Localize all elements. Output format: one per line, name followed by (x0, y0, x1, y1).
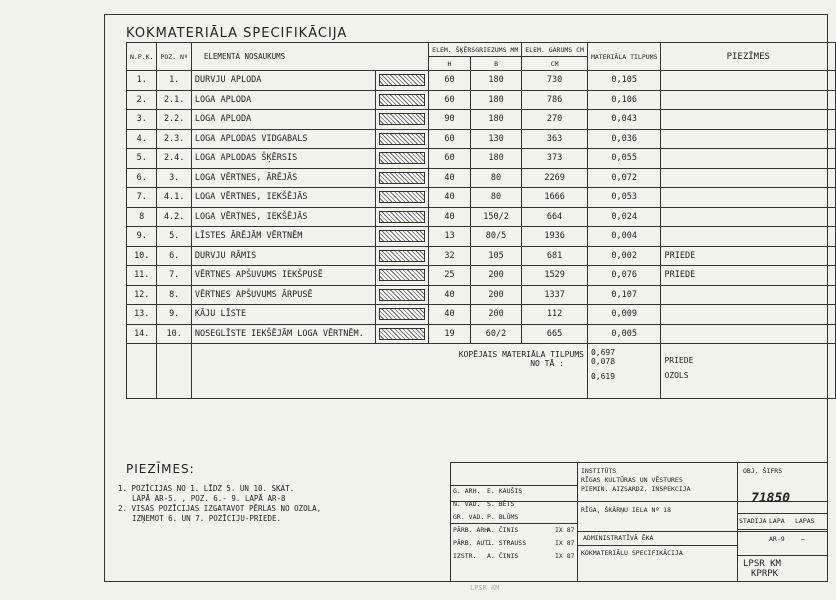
cross-section-sketch (379, 269, 425, 281)
cross-section-sketch (379, 250, 425, 262)
cell-note (661, 168, 836, 188)
table-row (127, 129, 836, 149)
cell-nr: 14. (127, 324, 157, 344)
cell-length: 1666 (522, 188, 588, 208)
table-row (127, 110, 836, 130)
cell-h: 40 (429, 305, 471, 325)
cell-poz: 2.2. (157, 110, 191, 130)
work-title: ADMINISTRATĪVĀ ĒKA (583, 534, 654, 542)
cell-h: 40 (429, 207, 471, 227)
role-name: P. BLŪMS (487, 513, 519, 521)
cell-h: 60 (429, 90, 471, 110)
cross-section-sketch (379, 113, 425, 125)
table-row (127, 246, 836, 266)
cell-section (376, 207, 429, 227)
cell-name: LĪSTES ĀRĒJĀM VĒRTNĒM (191, 227, 375, 247)
header-notes: PIEZĪMES (661, 43, 836, 71)
sheets-count: — (801, 535, 805, 543)
page-title: KOKMATERIĀLA SPECIFIKĀCIJA (126, 26, 348, 41)
object-code-label: OBJ. ŠIFRS (743, 467, 783, 475)
cell-name: LOGA APLODAS VIDGABALS (191, 129, 375, 149)
cell-b: 130 (470, 129, 521, 149)
cell-h: 19 (429, 324, 471, 344)
table-row (127, 324, 836, 344)
cross-section-sketch (379, 191, 425, 203)
totals-note-oak: OZOLS (664, 371, 689, 380)
cell-nr: 13. (127, 305, 157, 325)
cross-section-sketch (379, 74, 425, 86)
cell-section (376, 90, 429, 110)
cell-name: LOGA VĒRTNES, IEKŠĒJĀS (191, 207, 375, 227)
totals-note-pine: PRIEDE (664, 356, 694, 365)
cell-name: LOGA APLODA (191, 110, 375, 130)
cell-name: LOGA VĒRTNES, IEKŠĒJĀS (191, 188, 375, 208)
title-block (450, 462, 827, 581)
table-row (127, 90, 836, 110)
cell-h: 13 (429, 227, 471, 247)
table-row (127, 188, 836, 208)
cell-name: LOGA VĒRTNES, ĀRĒJĀS (191, 168, 375, 188)
note-2b: IZŅEMOT 6. UN 7. POZĪCIJU-PRIEDE. (132, 514, 282, 523)
cell-nr: 11. (127, 266, 157, 286)
cell-nr: 2. (127, 90, 157, 110)
stage-label: STADIJA (739, 517, 767, 525)
cell-poz: 3. (157, 168, 191, 188)
specification-table (126, 42, 836, 399)
cell-name: KĀJU LĪSTE (191, 305, 375, 325)
role-role: G. ARH. (453, 487, 481, 495)
cell-length: 112 (522, 305, 588, 325)
totals-row (127, 344, 836, 399)
cell-poz: 2.1. (157, 90, 191, 110)
cell-h: 60 (429, 149, 471, 169)
cell-length: 373 (522, 149, 588, 169)
note-2a: 2. VISAS POZĪCIJAS IZGATAVOT PĒRLAS NO OZOLA, (118, 504, 322, 513)
cell-name: DURVJU APLODA (191, 71, 375, 91)
cell-b: 80 (470, 168, 521, 188)
role-role: GR. VAD. (453, 513, 485, 521)
cell-note (661, 207, 836, 227)
header-poz: POZ. Nº (157, 43, 191, 71)
cell-h: 40 (429, 188, 471, 208)
table-row (127, 305, 836, 325)
cell-h: 40 (429, 168, 471, 188)
cell-nr: 7. (127, 188, 157, 208)
cell-note (661, 324, 836, 344)
cell-name: LOGA APLODA (191, 90, 375, 110)
cell-volume: 0,055 (587, 149, 661, 169)
cell-poz: 2.4. (157, 149, 191, 169)
cell-section (376, 149, 429, 169)
cell-volume: 0,004 (587, 227, 661, 247)
cell-note (661, 90, 836, 110)
cell-section (376, 227, 429, 247)
role-role: PĀRB. AUT. (453, 539, 493, 547)
cell-poz: 10. (157, 324, 191, 344)
cell-b: 200 (470, 266, 521, 286)
note-1a: 1. POZĪCIJAS NO 1. LĪDZ 5. UN 10. SKAT. (118, 484, 295, 493)
totals-value: 0,697 (590, 348, 616, 357)
header-cross: ELEM. ŠĶĒRSGRIEZUMS MM (429, 43, 522, 57)
cell-poz: 5. (157, 227, 191, 247)
header-len: ELEM. GARUMS CM (522, 43, 588, 57)
cell-nr: 8 (127, 207, 157, 227)
notes-title: PIEZĪMES: (126, 462, 195, 476)
cell-b: 180 (470, 90, 521, 110)
cell-b: 80 (470, 188, 521, 208)
header-nr: N.P.K. (127, 43, 157, 71)
org-line-3: PIEMIN. AIZSARDZ. INSPEKCIJA (581, 485, 691, 493)
role-date: IX 87 (555, 539, 575, 547)
cross-section-sketch (379, 94, 425, 106)
cell-length: 681 (522, 246, 588, 266)
role-date: IX 87 (555, 526, 575, 534)
cell-section (376, 168, 429, 188)
cell-b: 80/5 (470, 227, 521, 247)
cell-b: 180 (470, 149, 521, 169)
cell-note (661, 285, 836, 305)
role-role: IZSTR. (453, 552, 477, 560)
cell-nr: 3. (127, 110, 157, 130)
cross-section-sketch (379, 289, 425, 301)
cell-volume: 0,002 (587, 246, 661, 266)
cross-section-sketch (379, 133, 425, 145)
cell-note (661, 305, 836, 325)
cell-h: 40 (429, 285, 471, 305)
cell-section (376, 266, 429, 286)
cell-section (376, 285, 429, 305)
cell-nr: 1. (127, 71, 157, 91)
cell-length: 1529 (522, 266, 588, 286)
cell-poz: 1. (157, 71, 191, 91)
header-len-unit: CM (522, 57, 588, 71)
totals-value-oak: 0,619 (590, 372, 616, 381)
cell-note (661, 129, 836, 149)
cell-note (661, 149, 836, 169)
cell-volume: 0,005 (587, 324, 661, 344)
cell-poz: 9. (157, 305, 191, 325)
cell-length: 664 (522, 207, 588, 227)
cell-volume: 0,106 (587, 90, 661, 110)
cell-poz: 4.2. (157, 207, 191, 227)
drawing-title: KOKMATERIĀLU SPECIFIKĀCIJA (581, 549, 683, 557)
cross-section-sketch (379, 152, 425, 164)
cell-h: 60 (429, 71, 471, 91)
role-name: S. BĒTS (487, 500, 515, 508)
cell-h: 60 (429, 129, 471, 149)
sheets-label: LAPAS (795, 517, 815, 525)
cell-h: 32 (429, 246, 471, 266)
address: RĪGA, ŠKĀRŅU IELA Nº 18 (581, 506, 672, 514)
cell-length: 270 (522, 110, 588, 130)
role-name: J. STRAUSS (487, 539, 527, 547)
cell-poz: 2.3. (157, 129, 191, 149)
footer-text: LPSR KM (470, 584, 500, 592)
header-vol: MATERIĀLA TILPUMS (587, 43, 661, 71)
table-row (127, 207, 836, 227)
cell-b: 180 (470, 71, 521, 91)
cell-volume: 0,076 (587, 266, 661, 286)
object-code: 71850 (751, 491, 791, 506)
organisation-code: LPSR KM (743, 559, 781, 569)
org-line-2: RĪGAS KULTŪRAS UN VĒSTURES (581, 476, 683, 484)
cell-length: 730 (522, 71, 588, 91)
cell-nr: 10. (127, 246, 157, 266)
cell-name: VĒRTNES APŠUVUMS ĀRPUSĒ (191, 285, 375, 305)
cell-nr: 9. (127, 227, 157, 247)
cross-section-sketch (379, 230, 425, 242)
role-date: IX 87 (555, 552, 575, 560)
cell-poz: 6. (157, 246, 191, 266)
cell-name: DURVJU RĀMIS (191, 246, 375, 266)
cell-b: 180 (470, 110, 521, 130)
cell-b: 150/2 (470, 207, 521, 227)
cell-note (661, 227, 836, 247)
cell-nr: 12. (127, 285, 157, 305)
cell-poz: 7. (157, 266, 191, 286)
cell-note: PRIEDE (661, 266, 836, 286)
cell-volume: 0,105 (587, 71, 661, 91)
role-name: E. KAUŠIS (487, 487, 523, 495)
cell-length: 363 (522, 129, 588, 149)
cell-note (661, 71, 836, 91)
table-row (127, 71, 836, 91)
cell-note (661, 110, 836, 130)
cross-section-sketch (379, 308, 425, 320)
role-name: A. ČINIS (487, 552, 519, 560)
header-b: B (470, 57, 521, 71)
cell-note: PRIEDE (661, 246, 836, 266)
cell-h: 25 (429, 266, 471, 286)
role-role: N. VAD. (453, 500, 481, 508)
cell-volume: 0,072 (587, 168, 661, 188)
cell-section (376, 324, 429, 344)
cell-length: 786 (522, 90, 588, 110)
cross-section-sketch (379, 211, 425, 223)
header-h: H (429, 57, 471, 71)
table-row (127, 285, 836, 305)
cell-volume: 0,107 (587, 285, 661, 305)
cell-poz: 8. (157, 285, 191, 305)
table-row (127, 168, 836, 188)
cell-b: 60/2 (470, 324, 521, 344)
table-row (127, 149, 836, 169)
table-header-row (127, 43, 836, 57)
cell-section (376, 305, 429, 325)
cell-section (376, 110, 429, 130)
cell-nr: 6. (127, 168, 157, 188)
cell-length: 2269 (522, 168, 588, 188)
cell-volume: 0,009 (587, 305, 661, 325)
sheet-number: AR-9 (769, 535, 785, 543)
cell-length: 1936 (522, 227, 588, 247)
sheet-label: LAPA (769, 517, 785, 525)
cell-section (376, 246, 429, 266)
cell-length: 665 (522, 324, 588, 344)
cell-h: 90 (429, 110, 471, 130)
cell-volume: 0,036 (587, 129, 661, 149)
cross-section-sketch (379, 172, 425, 184)
cell-section (376, 129, 429, 149)
cell-b: 105 (470, 246, 521, 266)
cell-length: 1337 (522, 285, 588, 305)
cross-section-sketch (379, 328, 425, 340)
totals-label: KOPĒJAIS MATERIĀLA TILPUMS (458, 350, 584, 359)
cell-volume: 0,043 (587, 110, 661, 130)
cell-section (376, 71, 429, 91)
cell-poz: 4.1. (157, 188, 191, 208)
cell-name: VĒRTNES APŠUVUMS IEKŠPUSĒ (191, 266, 375, 286)
cell-b: 200 (470, 285, 521, 305)
cell-name: NOSEGLĪSTE IEKŠĒJĀM LOGA VĒRTNĒM. (191, 324, 375, 344)
organisation-code-2: KPRPK (751, 569, 779, 579)
totals-sublabel: NO TĀ : (530, 359, 564, 368)
table-row (127, 227, 836, 247)
cell-volume: 0,053 (587, 188, 661, 208)
org-line-1: INSTITŪTS (581, 467, 617, 475)
cell-b: 200 (470, 305, 521, 325)
note-1b: LAPĀ AR-5. , POZ. 6.- 9. LAPĀ AR-8 (132, 494, 286, 503)
cell-nr: 5. (127, 149, 157, 169)
cell-section (376, 188, 429, 208)
header-name: ELEMENTA NOSAUKUMS (191, 43, 428, 71)
role-role: PĀRB. ARH. (453, 526, 493, 534)
cell-nr: 4. (127, 129, 157, 149)
cell-note (661, 188, 836, 208)
table-row (127, 266, 836, 286)
totals-value-pine: 0,078 (590, 357, 616, 366)
cell-name: LOGA APLODAS ŠĶĒRSIS (191, 149, 375, 169)
cell-volume: 0,024 (587, 207, 661, 227)
role-name: A. ČINIS (487, 526, 519, 534)
